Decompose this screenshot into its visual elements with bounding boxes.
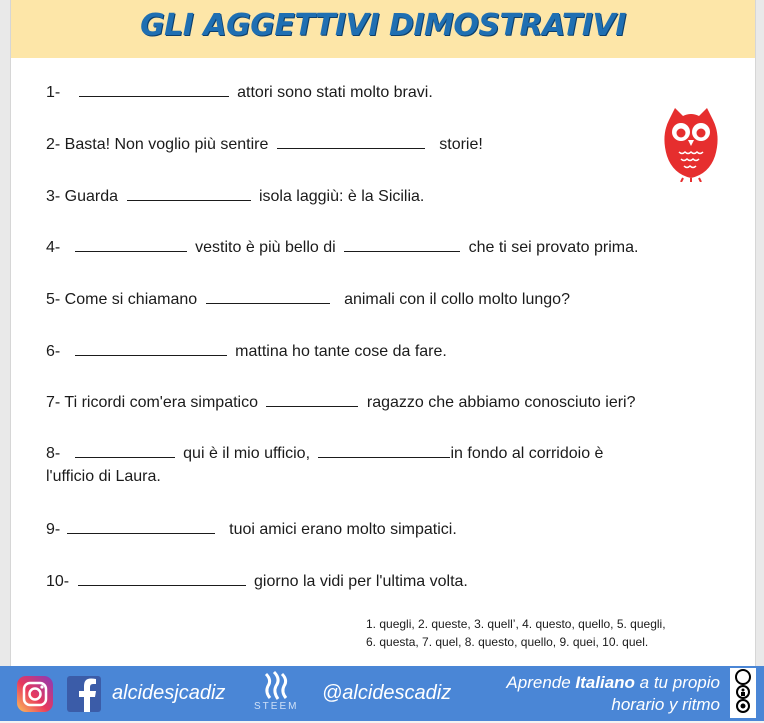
exercise-number: 9- (46, 521, 61, 538)
exercise-text: storie! (439, 136, 483, 153)
exercise-text: 7- Ti ricordi com'era simpatico (46, 394, 258, 411)
exercise-text: in fondo al corridoio è (450, 445, 604, 462)
exercise-6 (46, 341, 447, 361)
exercise-text: animali con il collo molto lungo? (344, 291, 570, 308)
exercise-4 (46, 237, 638, 257)
answer-blank[interactable] (75, 443, 175, 458)
answer-key (366, 615, 666, 651)
answer-blank[interactable] (127, 186, 251, 201)
answer-blank[interactable] (75, 341, 227, 356)
answer-blank[interactable] (344, 237, 460, 252)
answer-key-line: 1. quegli, 2. queste, 3. quell’, 4. questo, quello, 5. quegli, (366, 617, 666, 631)
exercise-8 (46, 443, 603, 463)
answer-blank[interactable] (67, 519, 215, 534)
worksheet (10, 0, 756, 666)
steem-label: STEEM (254, 701, 299, 712)
facebook-icon[interactable] (66, 675, 102, 713)
facebook-handle[interactable]: alcidesjcadiz (112, 682, 226, 704)
exercise-text: qui è il mio ufficio, (183, 445, 311, 462)
exercise-5 (46, 289, 570, 309)
exercise-text: 2- Basta! Non voglio più sentire (46, 136, 269, 153)
exercise-7 (46, 392, 636, 412)
exercise-number: 1- (46, 84, 61, 101)
exercise-text: tuoi amici erano molto simpatici. (229, 521, 457, 538)
answer-key-line: 6. questa, 7. quel, 8. questo, quello, 9. quei, 10. quel. (366, 635, 649, 649)
twitter-handle[interactable]: @alcidescadiz (322, 682, 452, 704)
exercise-number: 6- (46, 343, 61, 360)
exercise-8-continued (46, 468, 161, 486)
owl-icon (661, 106, 721, 182)
exercise-text: che ti sei provato prima. (468, 239, 639, 256)
answer-blank[interactable] (277, 134, 425, 149)
exercise-number: 10- (46, 573, 70, 590)
slogan (484, 672, 720, 716)
exercise-text: isola laggiù: è la Sicilia. (258, 188, 425, 205)
exercise-10 (46, 571, 468, 591)
exercise-2 (46, 134, 483, 154)
header-banner (11, 0, 755, 58)
answer-blank[interactable] (78, 571, 246, 586)
slogan-line-2: horario y ritmo (611, 695, 720, 714)
exercise-1 (46, 82, 433, 102)
exercise-text: mattina ho tante cose da fare. (235, 343, 447, 360)
exercise-text: giorno la vidi per l'ultima volta. (254, 573, 468, 590)
answer-blank[interactable] (75, 237, 187, 252)
exercise-number: 8- (46, 445, 61, 462)
exercise-text: ragazzo che abbiamo conosciuto ieri? (366, 394, 636, 411)
exercise-text: attori sono stati molto bravi. (237, 84, 433, 101)
exercise-text: l'ufficio di Laura. (46, 468, 161, 485)
answer-blank[interactable] (206, 289, 330, 304)
exercise-text: vestito è più bello di (195, 239, 336, 256)
answer-blank[interactable] (79, 82, 229, 97)
answer-blank[interactable] (318, 443, 450, 458)
steem-icon[interactable] (262, 670, 292, 700)
exercise-3 (46, 186, 424, 206)
page-title: GLI AGGETTIVI DIMOSTRATIVI (140, 8, 626, 43)
answer-blank[interactable] (266, 392, 358, 407)
slogan-text: a tu propio (634, 673, 720, 692)
exercise-9 (46, 519, 457, 539)
exercise-number: 4- (46, 239, 61, 256)
exercise-text: 3- Guarda (46, 188, 119, 205)
instagram-icon[interactable] (16, 675, 54, 713)
slogan-highlight: Italiano (575, 673, 635, 692)
creative-commons-icon (730, 668, 756, 718)
exercise-text: 5- Come si chiamano (46, 291, 198, 308)
slogan-text: Aprende (506, 673, 576, 692)
